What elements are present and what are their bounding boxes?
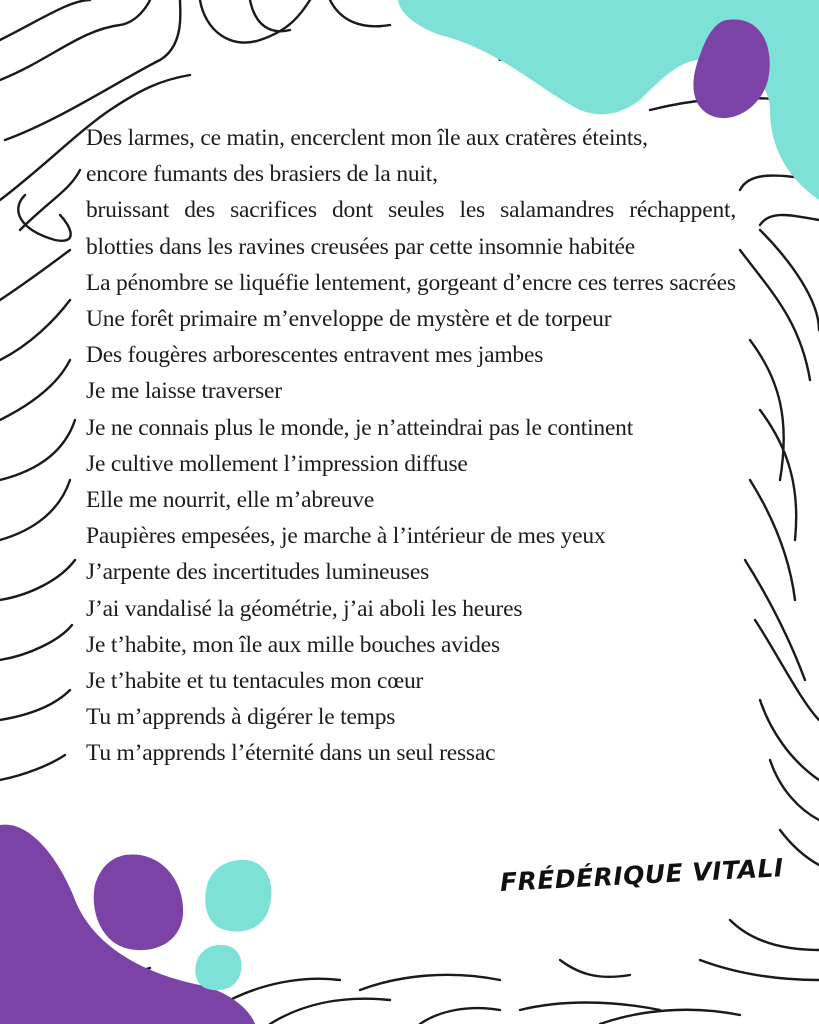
purple-blob-small	[94, 854, 183, 950]
teal-blob-small	[205, 860, 271, 932]
poem-line: Paupières empesées, je marche à l’intérieur de mes yeux	[86, 523, 606, 550]
poem-line: Elle me nourrit, elle m’abreuve	[86, 487, 375, 514]
poem-line: bruissant des sacrifices dont seules les salamandres réchappent, blotties dans les ravines creusées par cette insomnie habitée	[86, 197, 736, 260]
poem-line: Des larmes, ce matin, encerclent mon île aux cratères éteints,	[86, 125, 648, 151]
poem-line: Je t’habite, mon île aux mille bouches avides	[86, 631, 500, 658]
poem-line: Je me laisse traverser	[86, 378, 282, 405]
poem-line: Des fougères arborescentes entravent mes jambes	[86, 342, 544, 369]
poem-line: Je cultive mollement l’impression diffuse	[86, 450, 468, 477]
poem-line: La pénombre se liquéfie lentement, gorgeant d’encre ces terres sacrées	[86, 269, 736, 296]
poem-text	[86, 120, 736, 772]
poem-line: encore fumants des brasiers de la nuit,	[86, 161, 438, 188]
poem-line: Tu m’apprends l’éternité dans un seul ressac	[86, 740, 496, 767]
poem-line: Je ne connais plus le monde, je n’atteindrai pas le continent	[86, 414, 634, 441]
poem-line: Tu m’apprends à digérer le temps	[86, 704, 396, 731]
poem-line: J’ai vandalisé la géométrie, j’ai aboli les heures	[86, 595, 523, 622]
poem-line: J’arpente des incertitudes lumineuses	[86, 559, 430, 586]
teal-blob-tiny	[195, 945, 241, 990]
author-signature: FRÉDÉRIQUE VITALI	[499, 853, 785, 897]
poem-line: Je t’habite et tu tentacules mon cœur	[86, 668, 424, 695]
poem-line: Une forêt primaire m’enveloppe de mystère et de torpeur	[86, 306, 612, 333]
